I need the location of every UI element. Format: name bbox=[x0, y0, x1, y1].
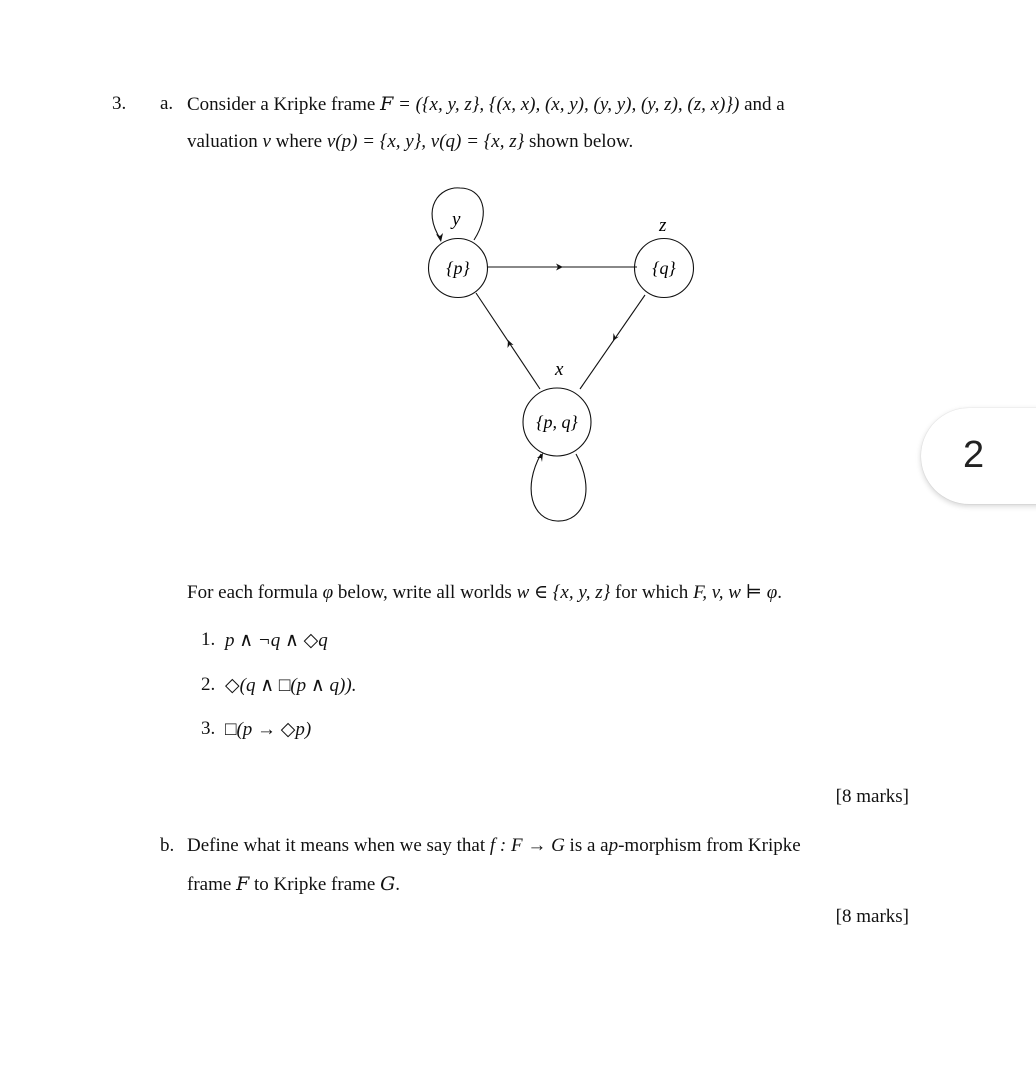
edge-z-x bbox=[580, 295, 645, 389]
part-b-line1-mid: is a a bbox=[564, 835, 609, 856]
instruction-models: F, v, w ⊨ φ bbox=[693, 582, 778, 603]
world-y-name: y bbox=[452, 209, 461, 230]
formula-3-number: 3. bbox=[201, 718, 216, 739]
part-a-line2-mid: where bbox=[270, 131, 327, 152]
part-a-marks: [8 marks] bbox=[835, 786, 909, 807]
valuation-var: v bbox=[262, 131, 271, 152]
frame-f: F bbox=[236, 873, 250, 895]
instruction-text: For each formula bbox=[187, 582, 323, 603]
part-b-line2-end: . bbox=[395, 874, 401, 895]
frame-definition: = ({x, y, z}, {(x, x), (x, y), (y, y), (y, z), (z, x)}) bbox=[398, 94, 740, 115]
frame-symbol: F bbox=[380, 93, 394, 115]
valuation-definition: v(p) = {x, y}, v(q) = {x, z} bbox=[326, 131, 525, 152]
instruction-line bbox=[187, 581, 782, 604]
instruction-text-2: below, write all worlds bbox=[333, 582, 517, 603]
formula-2-number: 2. bbox=[201, 674, 216, 695]
instruction-worlds: w ∈ {x, y, z} bbox=[516, 582, 611, 603]
p-letter: p bbox=[608, 835, 619, 856]
instruction-phi: φ bbox=[322, 582, 334, 603]
node-y-label: {p} bbox=[446, 258, 470, 278]
part-a-line2-end: shown below. bbox=[524, 131, 634, 152]
formula-3: □(p → ◇p) bbox=[225, 719, 312, 740]
part-b-line2 bbox=[187, 873, 400, 896]
part-a-line2-text: valuation bbox=[187, 131, 263, 152]
morphism-map: f : F → G bbox=[489, 835, 565, 856]
page-number: 2 bbox=[963, 434, 985, 476]
formula-2: ◇(q ∧ □(p ∧ q)). bbox=[225, 675, 357, 696]
question-number: 3. bbox=[112, 93, 127, 114]
part-a-line1-text: Consider a Kripke frame bbox=[187, 94, 381, 115]
world-z-name: z bbox=[659, 215, 667, 236]
part-b-line2-mid: to Kripke frame bbox=[249, 874, 381, 895]
page-indicator[interactable] bbox=[921, 408, 1036, 504]
part-b-line1 bbox=[187, 835, 801, 857]
node-z-label: {q} bbox=[652, 258, 676, 278]
part-b-line2-text: frame bbox=[187, 874, 237, 895]
formula-1: p ∧ ¬q ∧ ◇q bbox=[225, 630, 328, 651]
instruction-end: . bbox=[777, 582, 783, 603]
part-a-label: a. bbox=[160, 93, 174, 114]
node-x-label: {p, q} bbox=[536, 412, 578, 432]
part-b-marks: [8 marks] bbox=[835, 906, 909, 927]
formula-1-number: 1. bbox=[201, 629, 216, 650]
part-b-line1-end: -morphism from Kripke bbox=[618, 835, 801, 856]
arrowhead-x-y bbox=[508, 340, 514, 348]
world-x-name: x bbox=[555, 359, 564, 380]
part-b-label: b. bbox=[160, 835, 175, 856]
instruction-text-3: for which bbox=[610, 582, 694, 603]
frame-g: G bbox=[380, 873, 396, 895]
part-a-line1-end: and a bbox=[739, 94, 785, 115]
self-loop-x bbox=[531, 454, 586, 521]
part-b-line1-text: Define what it means when we say that bbox=[187, 835, 490, 856]
